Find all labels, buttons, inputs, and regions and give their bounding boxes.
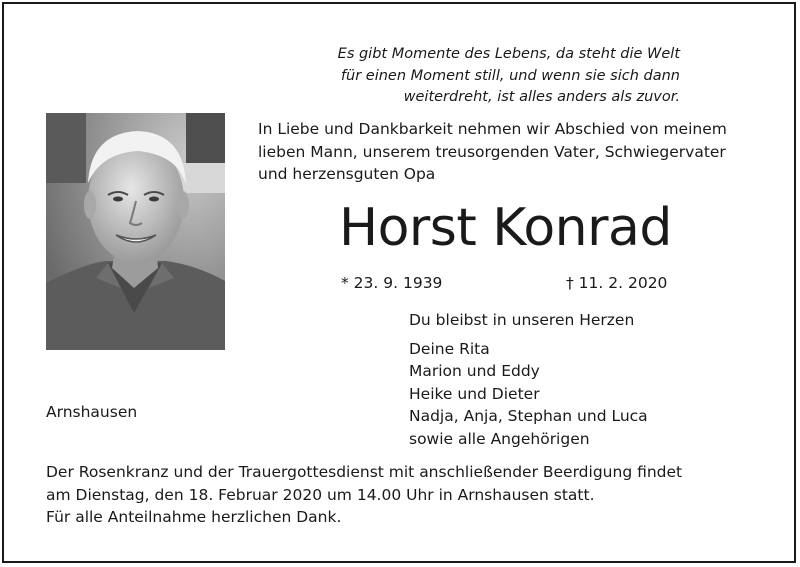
mourner-name: Deine Rita bbox=[409, 339, 490, 358]
intro-line: In Liebe und Dankbarkeit nehmen wir Abschied von meinem bbox=[258, 120, 727, 138]
footer-line: am Dienstag, den 18. Februar 2020 um 14.00 Uhr in Arnshausen statt. bbox=[46, 485, 595, 504]
mourner-name: Heike und Dieter bbox=[409, 384, 540, 403]
mourner-name: sowie alle Angehörigen bbox=[409, 429, 590, 448]
quote-line: weiterdreht, ist alles anders als zuvor. bbox=[403, 89, 680, 105]
place-name: Arnshausen bbox=[46, 403, 138, 421]
intro-line: und herzensguten Opa bbox=[258, 165, 436, 184]
deceased-name: Horst Konrad bbox=[339, 198, 672, 258]
footer-text bbox=[46, 461, 682, 529]
death-date: † 11. 2. 2020 bbox=[566, 274, 668, 292]
birth-date: * 23. 9. 1939 bbox=[341, 274, 443, 292]
quote-line: Es gibt Momente des Lebens, da steht die Welt bbox=[337, 46, 680, 62]
mourners-block bbox=[409, 309, 648, 451]
portrait-photo bbox=[46, 113, 225, 350]
mourner-name: Nadja, Anja, Stephan und Luca bbox=[409, 407, 648, 426]
quote-line: für einen Moment still, und wenn sie sich dann bbox=[340, 67, 680, 84]
mourner-name: Marion und Eddy bbox=[409, 362, 540, 381]
footer-line: Für alle Anteilnahme herzlichen Dank. bbox=[46, 508, 342, 527]
footer-line: Der Rosenkranz und der Trauergottesdienst mit anschließender Beerdigung findet bbox=[46, 463, 683, 481]
intro-line: lieben Mann, unserem treusorgenden Vater, Schwiegervater bbox=[258, 142, 726, 161]
intro-text bbox=[258, 118, 727, 186]
quote bbox=[338, 44, 680, 109]
mourners-heading: Du bleibst in unseren Herzen bbox=[409, 311, 635, 329]
